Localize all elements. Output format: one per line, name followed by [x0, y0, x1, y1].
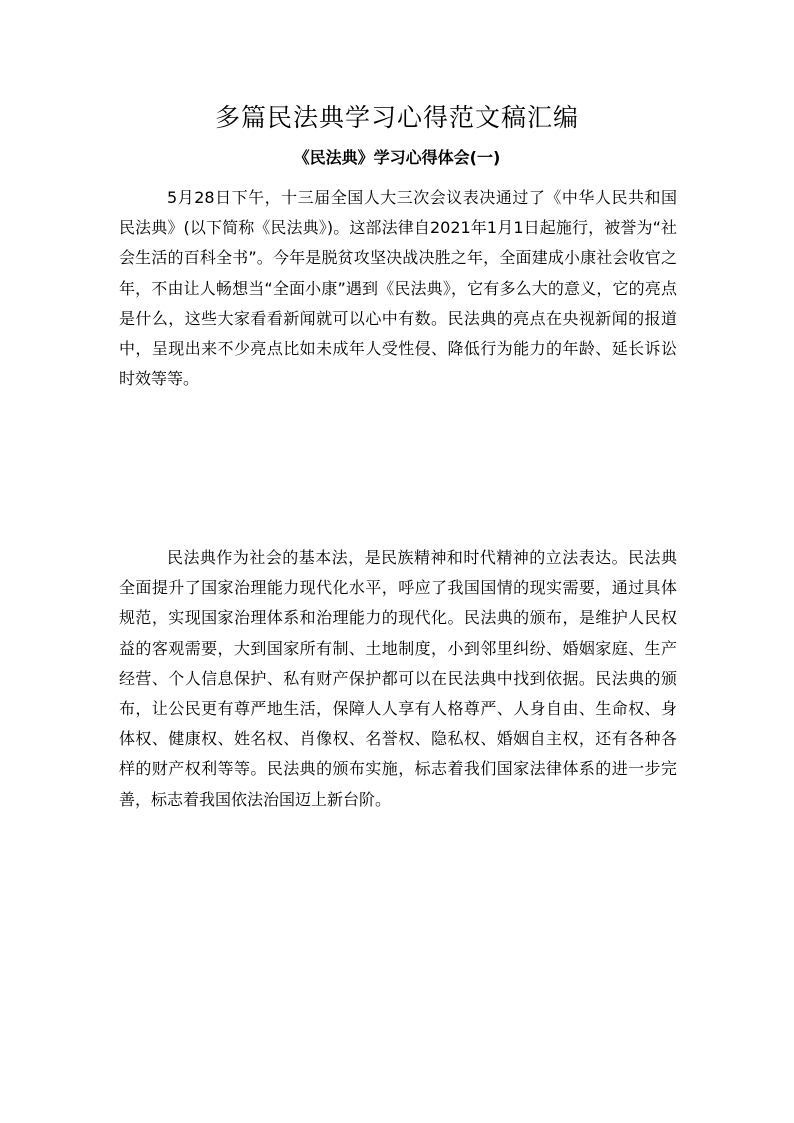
- document-subtitle: 《民法典》学习心得体会(一): [293, 148, 501, 167]
- body-paragraph-2: 民法典作为社会的基本法，是民族精神和时代精神的立法表达。民法典全面提升了国家治理能力现代化水平，呼应了我国国情的现实需要，通过具体规范，实现国家治理体系和治理能力的现代化。民法典的颁布，是维护人民权益的客观需要，大到国家所有制、土地制度，小到邻里纠纷、婚姻家庭、生产经营、个人信息保护、私有财产保护都可以在民法典中找到依据。民法典的颁布，让公民更有尊严地生活，保障人人享有人格尊严、人身自由、生命权、身体权、健康权、姓名权、肖像权、名誉权、隐私权、婚姻自主权，还有各种各样的财产权利等等。民法典的颁布实施，标志着我们国家法律体系的进一步完善，标志着我国依法治国迈上新台阶。: [119, 548, 677, 809]
- document-title: 多篇民法典学习心得范文稿汇编: [214, 103, 579, 132]
- body-paragraph-1: 5月28日下午，十三届全国人大三次会议表决通过了《中华人民共和国民法典》(以下简称《民法典》)。这部法律自2021年1月1日起施行，被誉为“社会生活的百科全书”。今年是脱贫攻坚决战决胜之年，全面建成小康社会收官之年，不由让人畅想当“全面小康”遇到《民法典》，它有多么大的意义，它的亮点是什么，这些大家看看新闻就可以心中有数。民法典的亮点在央视新闻的报道中，呈现出来不少亮点比如未成年人受性侵、降低行为能力的年龄、延长诉讼时效等等。: [119, 188, 677, 389]
